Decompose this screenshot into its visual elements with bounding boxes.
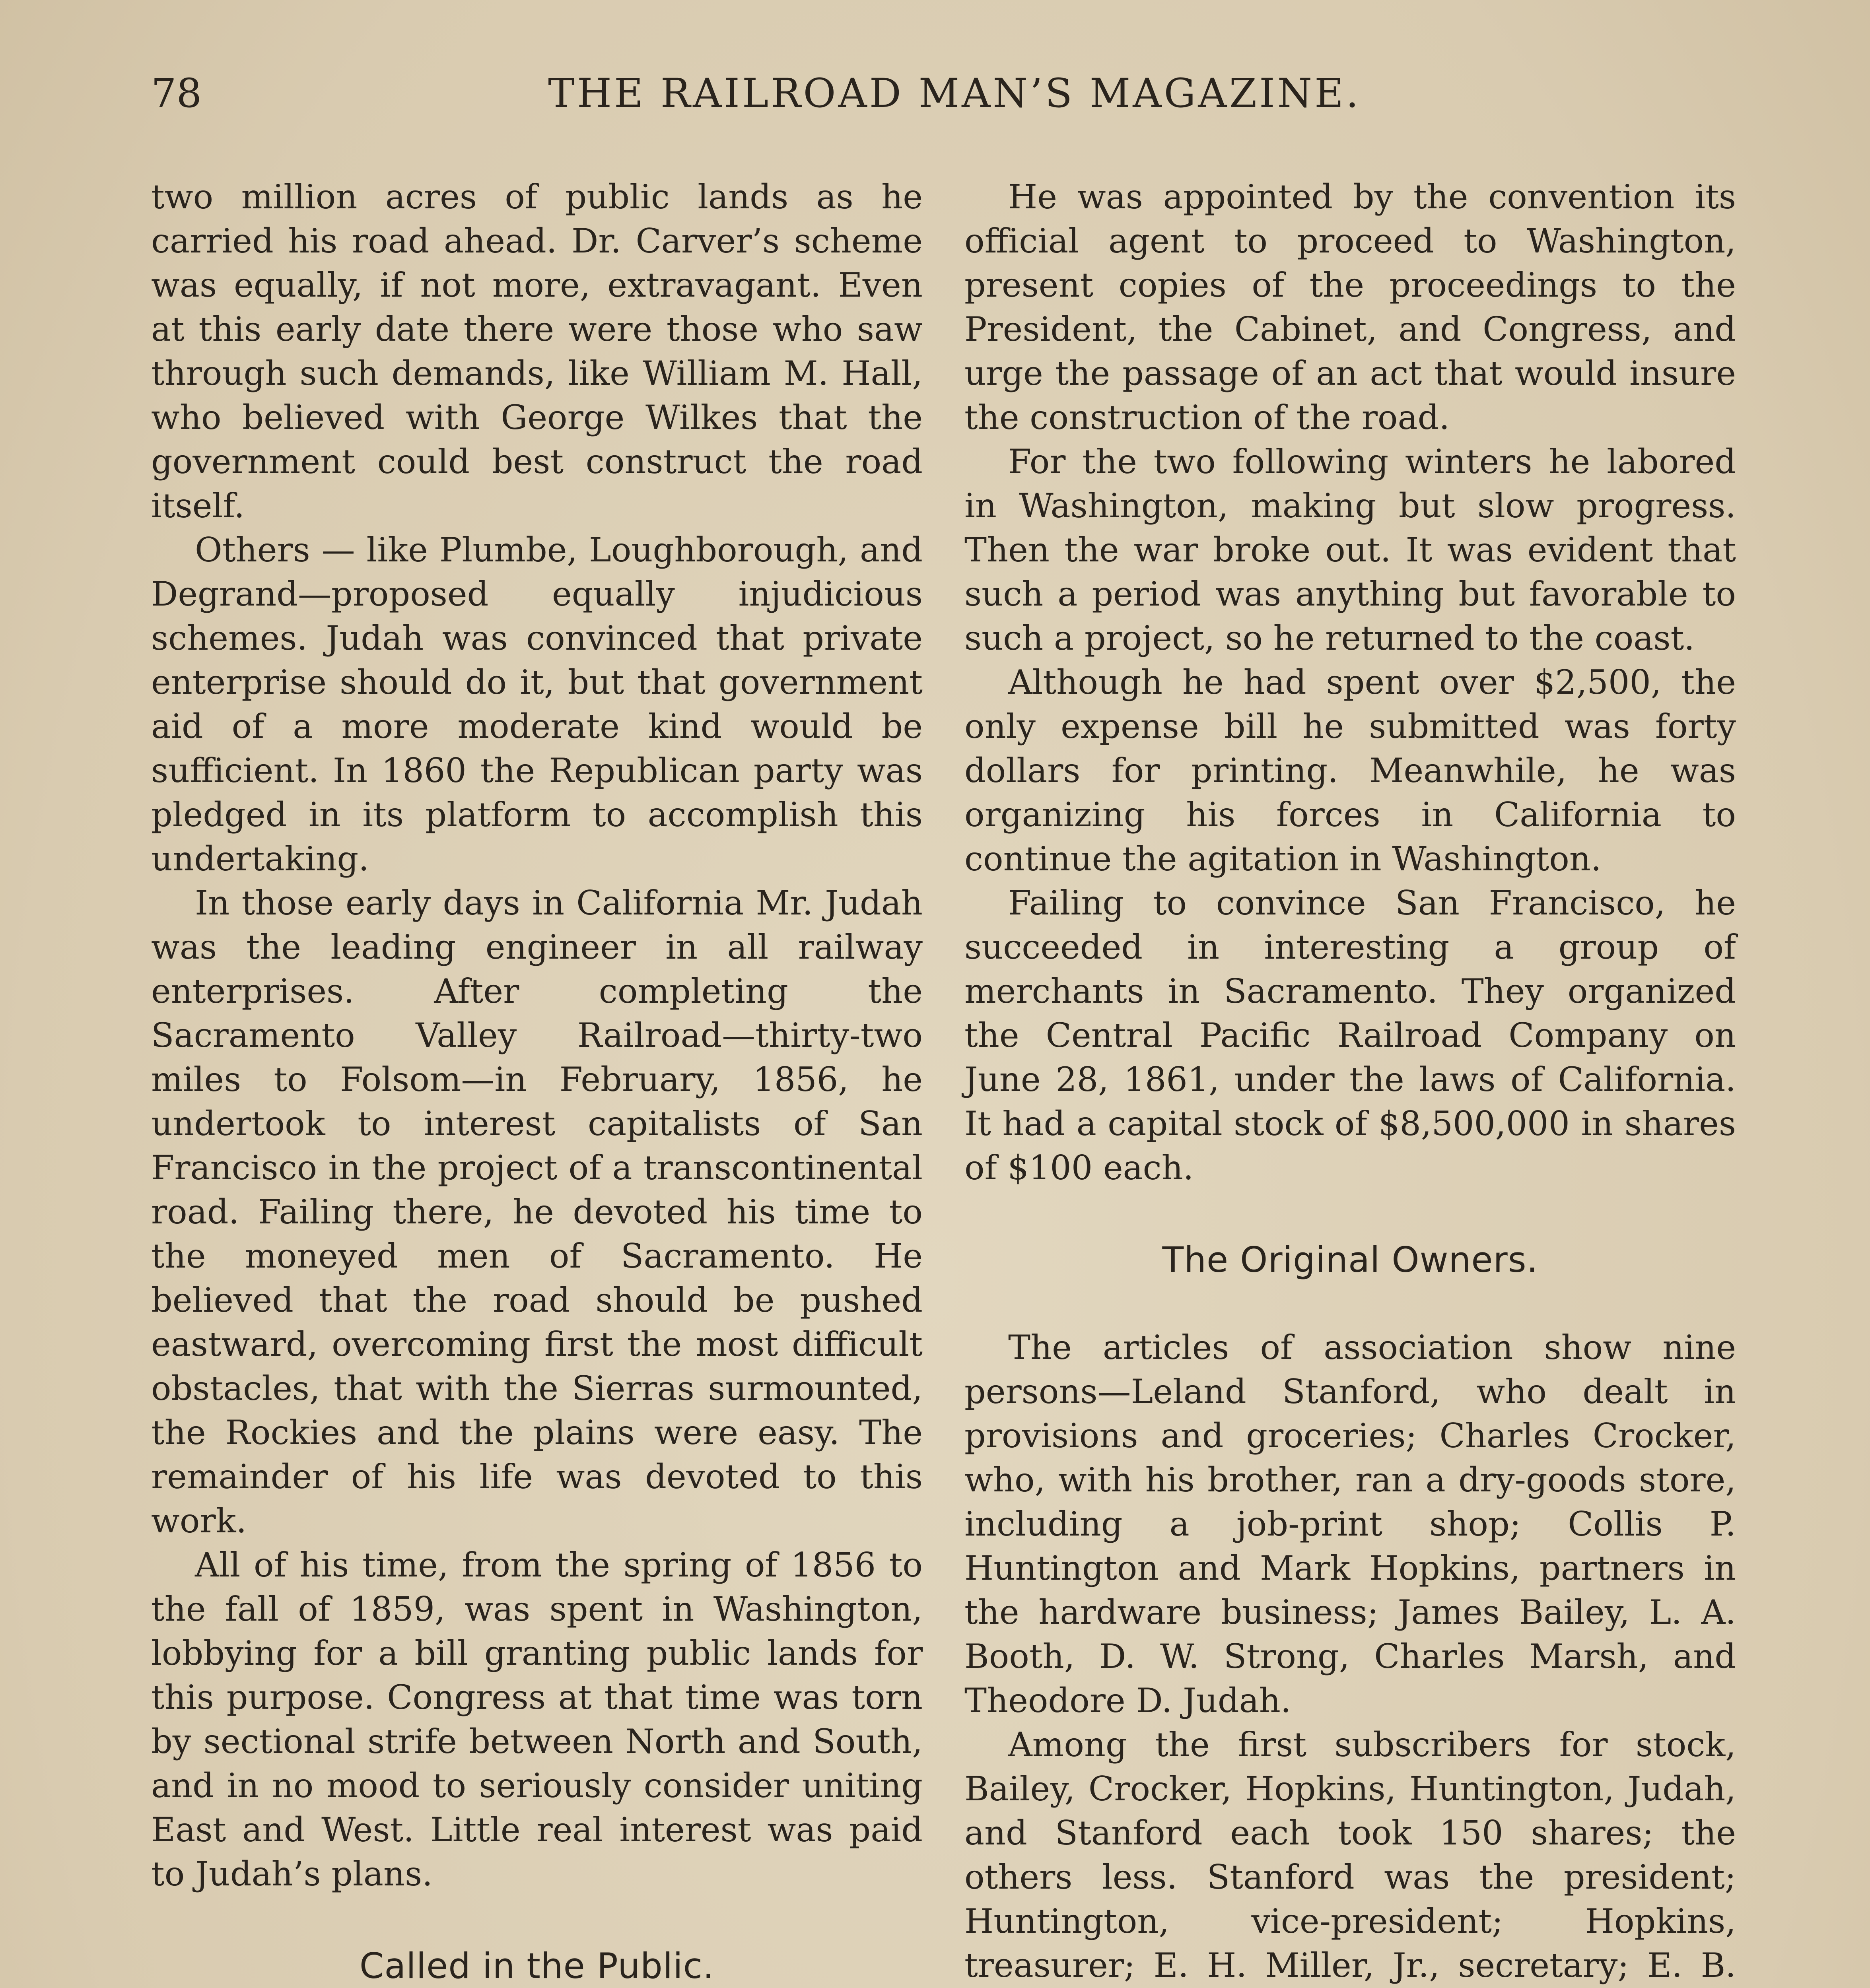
paragraph: two million acres of public lands as he carried his road ahead. Dr. Carver’s scheme was equally, if not more, extravagant. Even at this early date there were those who saw through such demands, like William M. Hall, who believed with George Wilkes that the government could best construct the road itself. [151, 177, 923, 525]
paragraph: All of his time, from the spring of 1856 to the fall of 1859, was spent in Washington, lobbying for a bill granting public lands for this purpose. Congress at that time was torn by sectional strife between North and South, and in no mood to seriously consider uniting East and West. Little real interest was paid to Judah’s plans. [151, 1545, 923, 1893]
paragraph: The articles of association show nine persons—Leland Stanford, who dealt in provisions and groceries; Charles Crocker, who, with his brother, ran a dry-goods store, including a job-print shop; Collis P. Huntington and Mark Hopkins, partners in the hardware business; James Bailey, L. A. Booth, D. W. Strong, Charles Marsh, and Theodore D. Judah. [964, 1328, 1736, 1720]
paragraph: Failing to convince San Francisco, he succeeded in interesting a group of merchants in Sacramento. They organized the Central Pacific Railroad Company on June 28, 1861, under the laws of California. It had a capital stock of $8,500,000 in shares of $100 each. [964, 883, 1736, 1187]
page-number: 78 [151, 70, 202, 116]
left-column [151, 175, 923, 1988]
paragraph: Although he had spent over $2,500, the only expense bill he submitted was forty dollars for printing. Meanwhile, he was organizing his forces in California to continue the agitation in Washington. [964, 663, 1736, 878]
section-heading: The Original Owners. [1162, 1239, 1538, 1280]
paragraph: He was appointed by the convention its official agent to proceed to Washington, present copies of the proceedings to the President, the Cabinet, and Congress, and urge the passage of an act that would insure the construction of the road. [964, 177, 1736, 437]
paragraph: In those early days in California Mr. Judah was the leading engineer in all railway enterprises. After completing the Sacramento Valley Railroad—thirty-two miles to Folsom—in February, 1856, he undertook to interest capitalists of San Francisco in the project of a transcontinental road. Failing there, he devoted his time to the moneyed men of Sacramento. He believed that the road should be pushed eastward, overcoming first the most difficult obstacles, that with the Sierras surmounted, the Rockies and the plains were easy. The remainder of his life was devoted to this work. [151, 883, 923, 1540]
paragraph: Among the first subscribers for stock, Bailey, Crocker, Hopkins, Huntington, Judah, and Stanford each took 150 shares; the others less. Stanford was the president; Huntington, vice-president; Hopkins, treasurer; E. H. Miller, Jr., secretary; E. B. [964, 1725, 1736, 1985]
paragraph: Others — like Plumbe, Loughborough, and Degrand—proposed equally injudicious schemes. Judah was convinced that private enterprise should do it, but that government aid of a more moderate kind would be sufficient. In 1860 the Republican party was pledged in its platform to accomplish this undertaking. [151, 530, 923, 878]
right-column [964, 175, 1736, 1988]
running-head: THE RAILROAD MAN’S MAGAZINE. [548, 70, 1361, 116]
section-heading: Called in the Public. [359, 1945, 715, 1986]
paragraph: For the two following winters he labored in Washington, making but slow progress. Then the war broke out. It was evident that such a period was anything but favorable to such a project, so he returned to the coast. [964, 442, 1736, 658]
